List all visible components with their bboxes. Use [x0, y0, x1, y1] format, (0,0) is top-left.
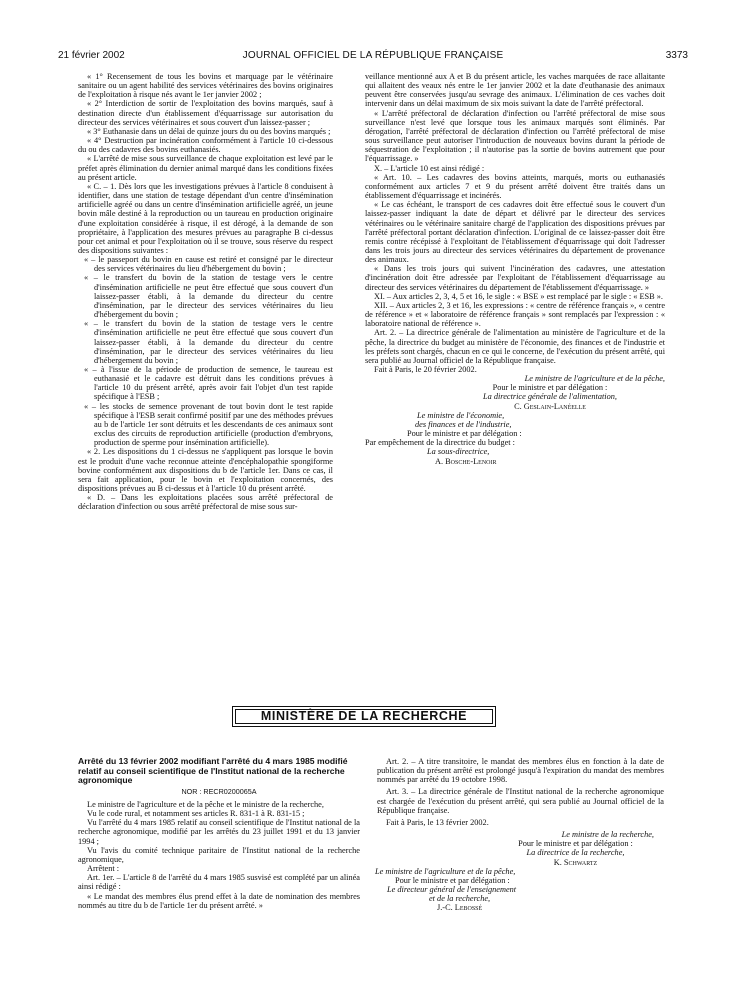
paragraph: « Dans les trois jours qui suivent l'incinération des cadavres, une attestation d'incinération doit être adressée par l'exploitant de l'établissement d'équarrissage au directeur des services vétérinaires du département de l'établissement d'équarrissage. » — [365, 264, 665, 292]
article-paragraph: Art. 2. – La directrice générale de l'alimentation au ministère de l'agriculture et de la pêche, la directrice du budget au ministère de l'économie, des finances et de l'industrie et les préfets sont chargés, chacun en ce qui le concerne, de l'exécution du présent arrêté, qui sera publié au Journal officiel de la République française. — [365, 328, 665, 365]
signature-line: Pour le ministre et par délégation : — [492, 383, 608, 393]
signature-name: C. Geslain-Lanéelle — [514, 401, 586, 411]
signature-line: Pour le ministre et par délégation : — [395, 875, 510, 885]
page-header — [58, 50, 688, 64]
article-paragraph: Art. 3. – La directrice générale de l'Institut national de la recherche agronomique est chargée de l'exécution du présent arrêté, qui sera publié au Journal officiel de la République française. — [377, 787, 664, 815]
article-paragraph: Art. 2. – A titre transitoire, le mandat des membres élus en fonction à la date de publication du présent arrêté est prolongé jusqu'à l'expiration du mandat des membres nommés par arrêté du 19 octobre 1998. — [377, 757, 664, 785]
signature-line: Le ministre de l'économie, — [417, 410, 505, 420]
date-line: Fait à Paris, le 20 février 2002. — [374, 365, 477, 374]
paragraph: « 2. Les dispositions du 1 ci-dessus ne s'appliquent pas lorsque le bovin est le produit d'une vache reconnue atteinte d'encéphalopathie spongiforme bovine conformément aux dispositions du b de l'article 1er. Dans ce cas, il sera fait application, pour le bovin et l'exploitation concernés, des dispositions prévues au B ci-dessus et à l'article 10 du présent arrêté. — [78, 447, 333, 494]
nor-reference: NOR : RECR0200065A — [181, 786, 257, 796]
signature-line: Le directeur général de l'enseignement — [387, 885, 517, 895]
list-item: « – le passeport du bovin en cause est retiré et consigné par le directeur des services vétérinaires du lieu d'hébergement du bovin ; — [84, 255, 333, 274]
paragraph: « 3° Euthanasie dans un délai de quinze jours du ou des bovins marqués ; — [87, 126, 331, 136]
paragraph: Vu l'arrêté du 4 mars 1985 relatif au conseil scientifique de l'Institut national de la recherche agronomique, modifié par les arrêtés du 23 juillet 1991 et du 13 janvier 1994 ; — [78, 818, 360, 846]
paragraph: « L'arrêté de mise sous surveillance de chaque exploitation est levé par le préfet après élimination du dernier animal marqué dans les conditions fixées au présent article. — [78, 154, 333, 182]
paragraph: XII. – Aux articles 2, 3 et 16, les expressions : « centre de référence français », « centre de référence » et « laboratoire de référence français » sont remplacés par l'expression : « laboratoire national de référence ». — [365, 300, 665, 329]
list-item: « – le transfert du bovin de la station de testage vers le centre d'insémination artificielle ne peut être effectué que sous couvert d'un laissez-passer établi, à la demande du directeur du centre d'insémination, par le directeur des services vétérinaires du lieu d'hébergement du bovin ; — [84, 319, 333, 365]
paragraph: « D. – Dans les exploitations placées sous arrêté préfectoral de déclaration d'infection ou sous arrêté préfectoral de mise sous sur- — [78, 493, 333, 512]
list-item: « – à l'issue de la période de production de semence, le taureau est euthanasié et le cadavre est détruit dans les conditions prévues à l'article 10 du présent arrêté, après avoir fait l'objet d'un test rapide spécifique à l'ESB ; — [84, 365, 333, 402]
paragraph: veillance mentionné aux A et B du présent article, les vaches marquées de race allaitante qui allaitent des veaux nés entre le 1er janvier 2002 et la date d'euthanasie des animaux peuvent être conservées jusqu'au sevrage des animaux. L'élimination de ces vaches doit intervenir dans un délai maximum de six mois suivant la date de l'arrêté préfectoral. — [365, 72, 665, 109]
signature-line: Par empêchement de la directrice du budget : — [365, 438, 515, 448]
paragraph: « Le cas échéant, le transport de ces cadavres doit être effectué sous le couvert d'un laissez-passer indiquant la date de départ et délivré par le directeur des services vétérinaires ou le vétérinaire sanitaire chargé de l'application des dispositions prévues par l'arrêté préfectoral portant déclaration d'infection. L'original de ce laissez-passer doit être remis contre récépissé à l'exploitant de l'établissement d'équarrissage qui doit l'adresser dans les trois jours au directeur des services vétérinaires du département de provenance des animaux. — [365, 200, 665, 265]
column-right-top — [365, 72, 665, 466]
decree-title: Arrêté du 13 février 2002 modifiant l'arrêté du 4 mars 1985 modifié relatif au conseil scientifique de l'Institut national de la recherche agronomique — [78, 756, 348, 786]
paragraph: X. – L'article 10 est ainsi rédigé : — [374, 163, 485, 173]
signature-line: Pour le ministre et par délégation : — [407, 429, 522, 439]
paragraph: Arrêtent : — [87, 864, 120, 874]
paragraph: « 1° Recensement de tous les bovins et marquage par le vétérinaire sanitaire ou un agent habilité des services vétérinaires des bovins originaires de l'exploitation à risque nés avant le 1er janvier 2002 ; — [78, 72, 333, 100]
signature-line: et de la recherche, — [429, 894, 491, 904]
paragraph: Le ministre de l'agriculture et de la pêche et le ministre de la recherche, — [87, 799, 324, 809]
signature-block — [365, 374, 665, 466]
signature-line: La sous-directrice, — [427, 447, 490, 457]
journal-title: JOURNAL OFFICIEL DE LA RÉPUBLIQUE FRANÇAISE — [242, 50, 504, 61]
signature-line: Le ministre de l'agriculture et de la pêche, — [375, 866, 516, 876]
section-banner: MINISTÈRE DE LA RECHERCHE — [232, 706, 496, 727]
paragraph: Vu le code rural, et notamment ses articles R. 831-1 à R. 831-15 ; — [87, 809, 305, 819]
paragraph: « Le mandat des membres élus prend effet à la date de nomination des membres nommés au titre du b de l'article 1er du présent arrêté. » — [78, 891, 360, 910]
header-date: 21 février 2002 — [58, 50, 125, 61]
article-paragraph: Art. 1er. – L'article 8 de l'arrêté du 4 mars 1985 susvisé est complété par un alinéa ainsi rédigé : — [78, 873, 360, 892]
column-right-bottom — [377, 757, 664, 913]
page-number: 3373 — [665, 50, 688, 61]
paragraph: « L'arrêté préfectoral de déclaration d'infection ou l'arrêté préfectoral de mise sous surveillance n'est levé que lorsque tous les animaux marqués sont éliminés. Par dérogation, l'arrêté préfectoral de déclaration d'infection ou l'arrêté préfectoral de mise sous surveillance peut autoriser l'introduction de nouveaux bovins durant la période de séquestration de l'exploitation ; il n'autorise pas la sortie de bovins autrement que pour l'équarrissage. » — [365, 108, 665, 164]
paragraph: « 2° Interdiction de sortir de l'exploitation des bovins marqués, sauf à destination directe d'un établissement d'équarrissage sur autorisation du directeur des services vétérinaires et sous couvert d'un laissez-passer ; — [78, 99, 333, 127]
paragraph: Vu l'avis du comité technique paritaire de l'Institut national de la recherche agronomique, — [78, 845, 360, 864]
paragraph: XI. – Aux articles 2, 3, 4, 5 et 16, le sigle : « BSE » est remplacé par le sigle : « ESB ». — [374, 291, 663, 301]
signature-line: Le ministre de la recherche, — [561, 830, 654, 840]
signature-block — [377, 830, 664, 912]
paragraph: « 4° Destruction par incinération conformément à l'article 10 ci-dessous du ou des cadavres des bovins euthanasiés. — [78, 136, 333, 155]
column-left-top — [78, 72, 333, 512]
date-line: Fait à Paris, le 13 février 2002. — [386, 817, 489, 827]
signature-line: La directrice de la recherche, — [526, 848, 625, 858]
paragraph: « C. – 1. Dès lors que les investigations prévues à l'article 8 conduisent à identifier, dans une station de testage dépendant d'un centre d'insémination artificielle agréé ou dans un centre d'insémination artificielle agréé, un jeune bovin mâle destiné à la reproduction ou un taureau en production originaire d'une exploitation considérée à risque, il est dérogé, à la demande de son propriétaire, à l'application des mesures prévues au paragraphe B ci-dessus pour cet animal et pour l'exploitation où il se trouve, sous réserve du respect des dispositions suivantes : — [78, 181, 333, 255]
signature-name: A. Bosche-Lenoir — [435, 456, 497, 466]
signature-name: K. Schwartz — [553, 857, 598, 867]
signature-line: Le ministre de l'agriculture et de la pêche, — [524, 374, 665, 384]
column-left-bottom — [78, 757, 360, 910]
signature-line: Pour le ministre et par délégation : — [518, 839, 633, 849]
signature-name: J.-C. Lebossé — [437, 903, 483, 913]
list-item: « – le transfert du bovin de la station de testage vers le centre d'insémination artificielle ne peut être effectué que sous couvert d'un laissez-passer établi, à la demande du directeur du centre d'insémination, par le directeur des services vétérinaires du lieu d'hébergement du bovin ; — [84, 273, 333, 320]
paragraph: « Art. 10. – Les cadavres des bovins atteints, marqués, morts ou euthanasiés conformément aux articles 7 et 9 du présent arrêté doivent être traités dans un établissement d'équarrissage et incinérés. — [365, 172, 665, 201]
signature-line: des finances et de l'industrie, — [415, 419, 512, 429]
list-item: « – les stocks de semence provenant de tout bovin dont le test rapide spécifique à l'ESB serait confirmé positif par une des méthodes prévues au b de l'article 1er sont détruits et les descendants de ces animaux sont exclus des circuits de reproduction artificielle (production d'embryons, production de sperme pour insémination artificielle). — [84, 401, 333, 448]
signature-line: La directrice générale de l'alimentation, — [483, 392, 617, 402]
